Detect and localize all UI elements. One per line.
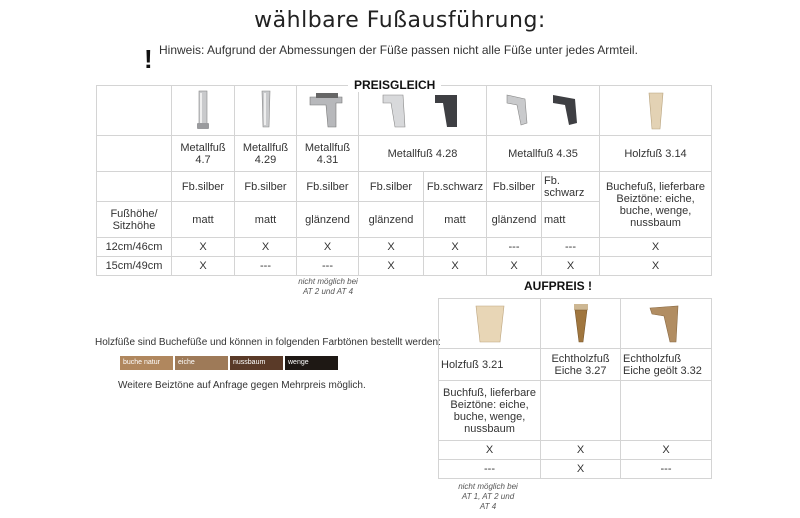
color-cell: Fb. schwarz [542, 172, 600, 202]
foot-image-4-28 [359, 86, 487, 136]
value-cell: --- [439, 460, 541, 479]
value-cell: X [424, 238, 487, 257]
color-cell: Fb.silber [172, 172, 235, 202]
color-cell: Fb.silber [487, 172, 542, 202]
foot-image-3-32 [621, 299, 712, 349]
value-cell: X [359, 257, 424, 276]
value-cell: X [172, 238, 235, 257]
finish-cell: matt [235, 202, 297, 238]
preisgleich-label: PREISGLEICH [348, 78, 441, 92]
finish-cell: glänzend [487, 202, 542, 238]
row-label: 12cm/46cm [97, 238, 172, 257]
value-cell: X [359, 238, 424, 257]
value-cell: --- [487, 238, 542, 257]
row-label: 15cm/49cm [97, 257, 172, 276]
swatch-nussbaum: nussbaum [230, 356, 283, 370]
page-title: wählbare Fußausführung: [254, 8, 546, 33]
value-cell: X [541, 460, 621, 479]
value-cell: --- [621, 460, 712, 479]
hint-text: Hinweis: Aufgrund der Abmessungen der Füße passen nicht alle Füße unter jedes Armteil. [159, 43, 638, 57]
empty-cell [541, 381, 621, 441]
foot-name: Holzfuß 3.21 [439, 349, 541, 381]
value-cell: X [235, 238, 297, 257]
empty-cell [97, 136, 172, 172]
value-cell: --- [542, 238, 600, 257]
aufpreis-table [438, 298, 712, 479]
foot-image-3-27 [541, 299, 621, 349]
color-cell: Fb.silber [235, 172, 297, 202]
swatch-eiche: eiche [175, 356, 228, 370]
finish-cell: matt [424, 202, 487, 238]
empty-cell [621, 381, 712, 441]
finish-cell: glänzend [359, 202, 424, 238]
value-cell: X [487, 257, 542, 276]
color-cell: Fb.schwarz [424, 172, 487, 202]
foot-name: Metallfuß 4.31 [297, 136, 359, 172]
foot-image-3-21 [439, 299, 541, 349]
row-label: Fußhöhe/ Sitzhöhe [97, 202, 172, 238]
foot-image-4-7 [172, 86, 235, 136]
foot-name: Echtholzfuß Eiche 3.27 [541, 349, 621, 381]
value-cell: X [424, 257, 487, 276]
finish-cell: glänzend [297, 202, 359, 238]
value-cell: --- [235, 257, 297, 276]
foot-name: Echtholzfuß Eiche geölt 3.32 [621, 349, 712, 381]
foot-name: Metallfuß 4.7 [172, 136, 235, 172]
value-cell: X [541, 441, 621, 460]
note-at1-at2-at4: nicht möglich bei AT 1, AT 2 und AT 4 [458, 482, 518, 511]
foot-image-4-35 [487, 86, 600, 136]
swatch-wenge: wenge [285, 356, 338, 370]
value-cell: X [172, 257, 235, 276]
empty-cell [97, 86, 172, 136]
preisgleich-table [96, 85, 712, 276]
foot-image-4-31 [297, 86, 359, 136]
value-cell: X [542, 257, 600, 276]
wood-colors-title: Holzfüße sind Buchefüße und können in folgenden Farbtönen bestellt werden: [95, 337, 441, 348]
value-cell: --- [297, 257, 359, 276]
value-cell: X [439, 441, 541, 460]
note-at2-at4: nicht möglich bei AT 2 und AT 4 [298, 277, 358, 296]
color-cell: Fb.silber [359, 172, 424, 202]
aufpreis-label: AUFPREIS ! [518, 279, 598, 293]
color-cell: Fb.silber [297, 172, 359, 202]
empty-cell [97, 172, 172, 202]
foot-image-4-29 [235, 86, 297, 136]
warning-icon: ! [144, 44, 153, 74]
finish-cell: matt [172, 202, 235, 238]
value-cell: X [600, 257, 712, 276]
swatch-buche-natur: buche natur [120, 356, 173, 370]
value-cell: X [621, 441, 712, 460]
foot-name: Metallfuß 4.28 [359, 136, 487, 172]
more-tones-note: Weitere Beiztöne auf Anfrage gegen Mehrpreis möglich. [118, 380, 366, 391]
foot-name: Metallfuß 4.35 [487, 136, 600, 172]
foot-name: Metallfuß 4.29 [235, 136, 297, 172]
value-cell: X [297, 238, 359, 257]
finish-cell: matt [542, 202, 600, 238]
foot-name: Holzfuß 3.14 [600, 136, 712, 172]
foot-image-3-14 [600, 86, 712, 136]
value-cell: X [600, 238, 712, 257]
wood-desc-cell: Buchefuß, lieferbare Beiztöne: eiche, buche, wenge, nussbaum [600, 172, 712, 238]
wood-desc-cell: Buchfuß, lieferbare Beiztöne: eiche, buche, wenge, nussbaum [439, 381, 541, 441]
